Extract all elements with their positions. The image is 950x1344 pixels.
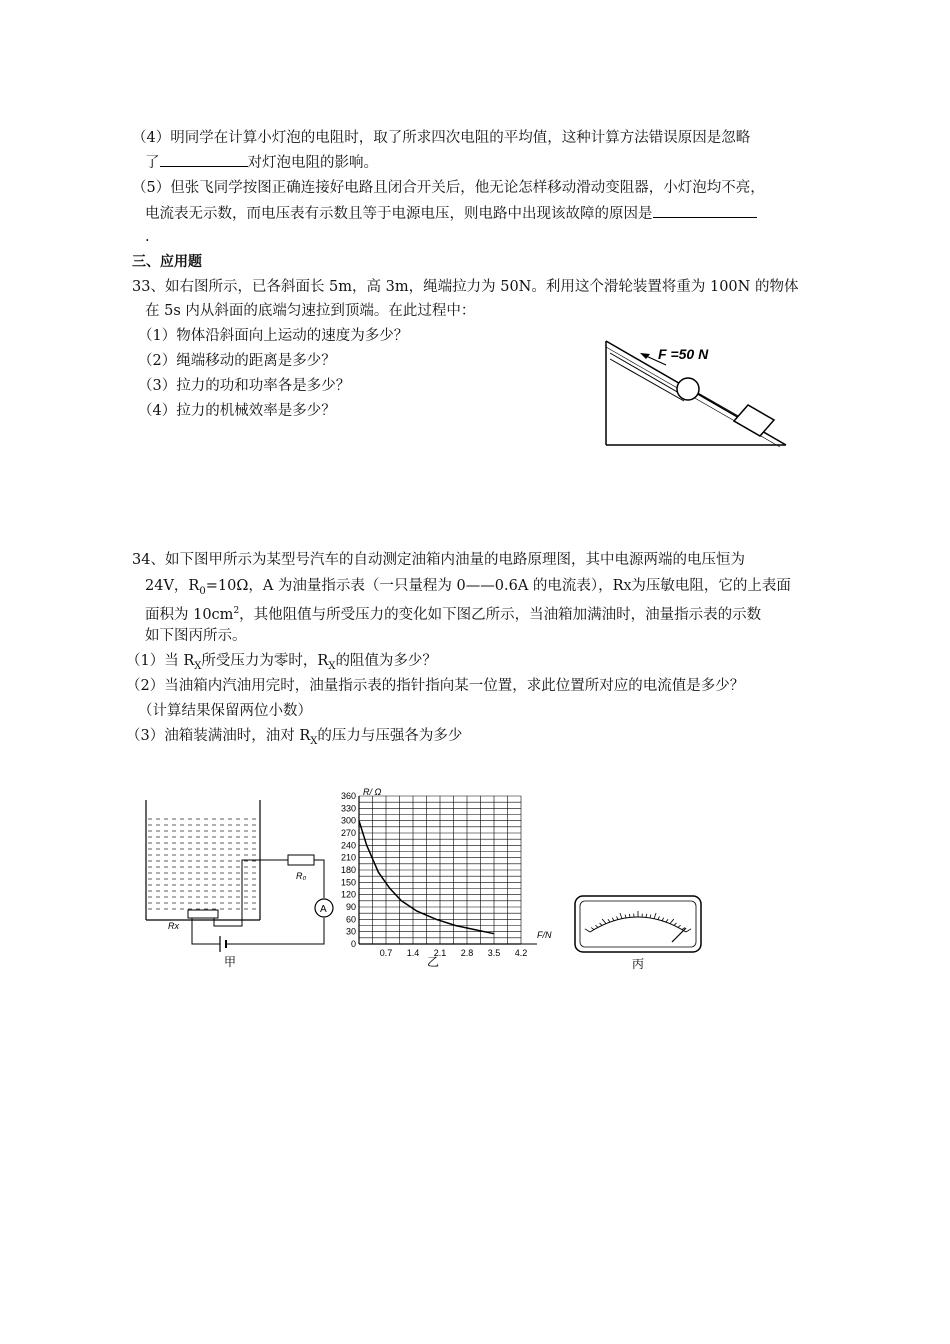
r0-label: R₀ xyxy=(296,871,307,881)
y-tick-label: 210 xyxy=(340,852,356,863)
y-tick-label: 330 xyxy=(340,803,356,814)
x-axis-label: F/N xyxy=(537,930,552,940)
y-tick-label: 300 xyxy=(340,815,356,826)
answer-blank xyxy=(653,203,757,218)
x-tick-label: 0.7 xyxy=(379,948,393,958)
q33-sub2: （2）绳端移动的距离是多少？ xyxy=(138,353,336,369)
q34-sub1: （1）当 $R_X$所受压力为零时，$R_X$的阻值为多少？ xyxy=(126,653,437,672)
q34-intro3: 面积为 $10cm^2$，其他阻值与所受压力的变化如下图乙所示，当油箱加满油时，油量指示表的示数 xyxy=(145,606,762,623)
q33-sub4: （4）拉力的机械效率是多少？ xyxy=(138,403,336,419)
q5-line1: （5）但张飞同学按图正确连接好电路且闭合开关后，他无论怎样移动滑动变阻器，小灯泡均不亮， xyxy=(132,180,765,196)
y-tick-label: 270 xyxy=(340,828,356,838)
q34-sub2-note: （计算结果保留两位小数） xyxy=(138,703,312,719)
y-tick-label: 240 xyxy=(340,840,356,851)
rx-resistor xyxy=(188,910,218,918)
y-tick-labels xyxy=(341,791,356,949)
x-tick-label: 2.1 xyxy=(433,948,447,958)
q5-line3: . xyxy=(145,229,150,245)
x-tick-label: 2.8 xyxy=(460,948,474,958)
figure-bing-meter xyxy=(572,892,708,972)
q34-intro4: 如下图丙所示。 xyxy=(145,628,247,644)
q34-sub2: （2）当油箱内汽油用完时，油量指示表的指针指向某一位置，求此位置所对应的电流值是多少？ xyxy=(126,678,745,694)
ammeter-label: A xyxy=(320,904,327,915)
y-tick-label: 180 xyxy=(340,865,356,875)
x-tick-labels xyxy=(380,948,528,958)
caption-bing: 丙 xyxy=(632,957,645,971)
section-title: 三、应用题 xyxy=(132,254,202,270)
y-tick-label: 360 xyxy=(340,791,356,801)
figure-jia-circuit xyxy=(140,798,340,970)
q33-sub3: （3）拉力的功和功率各是多少？ xyxy=(138,378,351,394)
caption-yi: 乙 xyxy=(427,955,440,969)
figure-yi-chart xyxy=(335,782,575,972)
x-tick-label: 3.5 xyxy=(487,948,501,958)
r0-resistor xyxy=(288,855,314,865)
q4-line1: （4）明同学在计算小灯泡的电阻时，取了所求四次电阻的平均值，这种计算方法错误原因是忽略 xyxy=(132,130,751,146)
q34-sub3: （3）油箱装满油时，油对 $R_X$的压力与压强各为多少 xyxy=(126,728,463,747)
y-tick-label: 0 xyxy=(350,939,356,949)
x-tick-label: 1.4 xyxy=(406,948,420,958)
incline-pulley-figure xyxy=(600,335,790,451)
y-tick-label: 60 xyxy=(345,914,356,925)
q5-line2: 电流表无示数，而电压表有示数且等于电源电压，则电路中出现该故障的原因是 xyxy=(145,203,757,224)
q33-intro1: 33、如右图所示，已各斜面长 5m，高 3m，绳端拉力为 50N。利用这个滑轮装置将重为 100N 的物体 xyxy=(132,279,799,295)
y-tick-label: 30 xyxy=(345,926,356,937)
q4-line2: 了 对灯泡电阻的影响。 xyxy=(145,152,378,173)
answer-blank xyxy=(160,152,248,167)
y-axis-label: R/ Ω xyxy=(363,787,382,797)
caption-jia: 甲 xyxy=(224,955,237,969)
q33-intro2: 在 5s 内从斜面的底端匀速拉到顶端。在此过程中： xyxy=(145,303,476,319)
q34-intro2: 24V，$R_0=10\Omega$，A 为油量指示表（一只量程为 0——0.6A 的电流表），RX为压敏电阻，它的上表面 xyxy=(145,578,791,597)
force-label: F =50 N xyxy=(658,346,709,362)
block xyxy=(734,405,774,436)
q33-sub1: （1）物体沿斜面向上运动的速度为多少？ xyxy=(138,328,409,344)
y-tick-label: 90 xyxy=(345,902,356,912)
pulley xyxy=(677,378,699,400)
rx-label: Rx xyxy=(168,921,179,931)
chart-grid xyxy=(359,796,537,944)
y-tick-label: 150 xyxy=(340,877,356,888)
y-tick-label: 120 xyxy=(340,889,356,900)
x-tick-label: 4.2 xyxy=(514,948,528,958)
q34-intro1: 34、如下图甲所示为某型号汽车的自动测定油箱内油量的电路原理图，其中电源两端的电压恒为 xyxy=(132,552,745,568)
